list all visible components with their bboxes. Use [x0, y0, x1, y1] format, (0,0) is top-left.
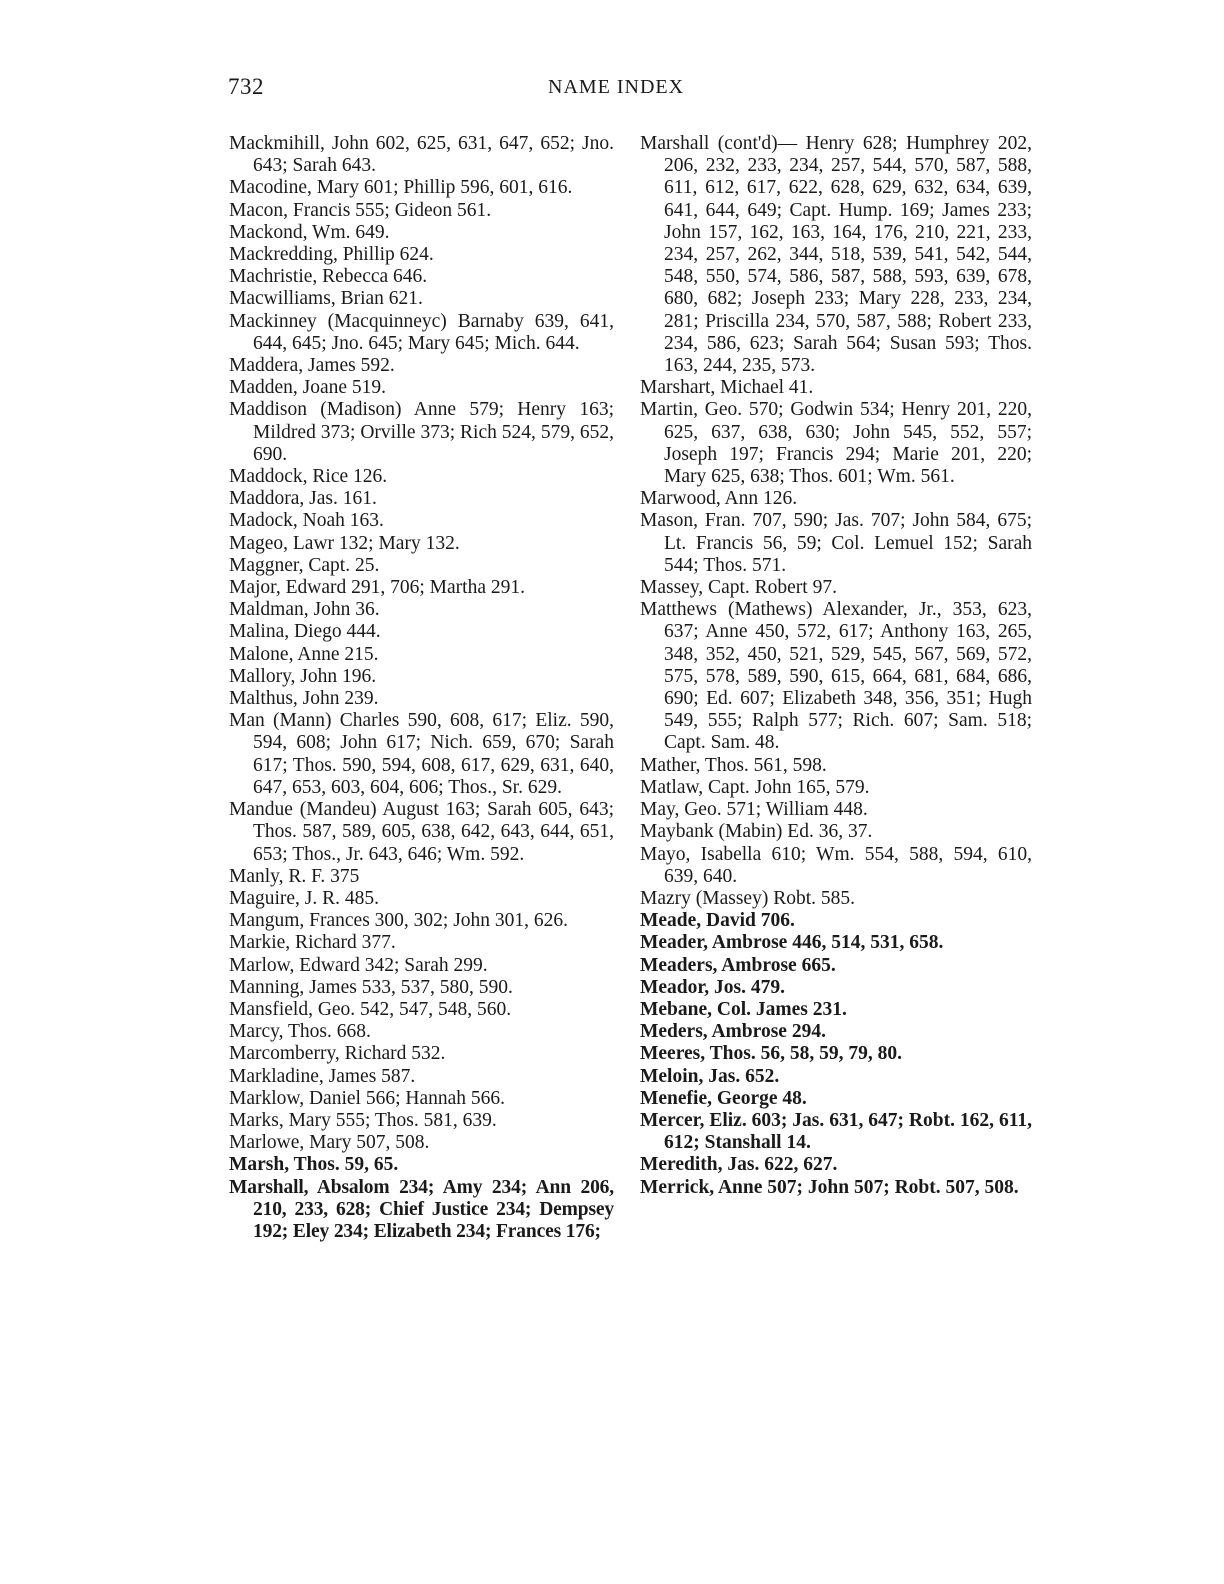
index-entry: Maddison (Madison) Anne 579; Henry 163; Mildred 373; Orville 373; Rich 524, 579, 652, 690. [229, 399, 614, 465]
index-entry: Maybank (Mabin) Ed. 36, 37. [640, 821, 873, 843]
index-entry: Martin, Geo. 570; Godwin 534; Henry 201, 220, 625, 637, 638, 630; John 545, 552, 557; Joseph 197; Francis 294; Marie 201, 220; Mary 625, 638; Thos. 601; Wm. 561. [640, 399, 1032, 488]
index-entry: Menefie, George 48. [640, 1087, 807, 1109]
index-entry: Merrick, Anne 507; John 507; Robt. 507, 508. [640, 1176, 1019, 1198]
index-entry: Maguire, J. R. 485. [229, 887, 380, 909]
index-entry: Mansfield, Geo. 542, 547, 548, 560. [229, 998, 512, 1020]
index-entry: Marlowe, Mary 507, 508. [229, 1132, 430, 1154]
index-entry: Markladine, James 587. [229, 1065, 416, 1087]
running-head: NAME INDEX [548, 76, 685, 98]
index-entry: Marshall, Absalom 234; Amy 234; Ann 206, 210, 233, 628; Chief Justice 234; Dempsey 192; Eley 234; Elizabeth 234; Frances 176; [229, 1176, 614, 1242]
index-entry: Mackmihill, John 602, 625, 631, 647, 652; Jno. 643; Sarah 643. [229, 133, 614, 177]
index-entry: Man (Mann) Charles 590, 608, 617; Eliz. 590, 594, 608; John 617; Nich. 659, 670; Sarah 617; Thos. 590, 594, 608, 617, 629, 631, 640, 647, 653, 603, 604, 606; Thos., Sr. 629. [229, 710, 614, 798]
index-entry: Mackinney (Macquinneyc) Barnaby 639, 641, 644, 645; Jno. 645; Mary 645; Mich. 644. [229, 310, 614, 354]
index-entry: Madden, Joane 519. [229, 377, 387, 399]
index-entry: Macwilliams, Brian 621. [229, 288, 423, 310]
index-entry: Marshall (cont'd)— Henry 628; Humphrey 202, 206, 232, 233, 234, 257, 544, 570, 587, 588, 611, 612, 617, 622, 628, 629, 632, 634, 639, 641, 644, 649; Capt. Hump. 169; James 233; John 157, 162, 163, 164, 176, 210, 221, 233, 234, 257, 262, 344, 518, 539, 541, 542, 544, 548, 550, 574, 586, 587, 588, 593, 639, 678, 680, 682; Joseph 233; Mary 228, 233, 234, 281; Priscilla 234, 570, 587, 588; Robert 233, 234, 586, 623; Sarah 564; Susan 593; Thos. 163, 244, 235, 573. [640, 133, 1032, 377]
index-entry: Markie, Richard 377. [229, 932, 396, 954]
index-entry: Mallory, John 196. [229, 665, 377, 687]
index-column-right [640, 133, 1032, 1199]
index-entry: Maggner, Capt. 25. [229, 554, 380, 576]
index-entry: Meaders, Ambrose 665. [640, 954, 836, 976]
index-entry: Malone, Anne 215. [229, 643, 379, 665]
index-entry: Meade, David 706. [640, 910, 795, 932]
index-entry: Manly, R. F. 375 [229, 865, 360, 887]
index-entry: Meader, Ambrose 446, 514, 531, 658. [640, 932, 944, 954]
index-entry: Mazry (Massey) Robt. 585. [640, 887, 856, 909]
page-number: 732 [228, 74, 264, 99]
index-entry: Marwood, Ann 126. [640, 488, 798, 510]
index-entry: Mayo, Isabella 610; Wm. 554, 588, 594, 610, 639, 640. [640, 843, 1032, 887]
index-entry: Matthews (Mathews) Alexander, Jr., 353, 623, 637; Anne 450, 572, 617; Anthony 163, 265, 348, 352, 450, 521, 529, 545, 567, 569, 572, 575, 578, 589, 590, 615, 664, 681, 684, 686, 690; Ed. 607; Elizabeth 348, 356, 351; Hugh 549, 555; Ralph 577; Rich. 607; Sam. 518; Capt. Sam. 48. [640, 599, 1032, 754]
index-entry: Meeres, Thos. 56, 58, 59, 79, 80. [640, 1043, 902, 1065]
index-entry: Marcomberry, Richard 532. [229, 1043, 446, 1065]
index-entry: Mackond, Wm. 649. [229, 221, 390, 243]
index-entry: Mageo, Lawr 132; Mary 132. [229, 532, 460, 554]
index-entry: Malina, Diego 444. [229, 621, 381, 643]
index-entry: Mangum, Frances 300, 302; John 301, 626. [229, 910, 569, 932]
index-entry: Meredith, Jas. 622, 627. [640, 1154, 838, 1176]
index-entry: Marklow, Daniel 566; Hannah 566. [229, 1087, 506, 1109]
index-entry: Manning, James 533, 537, 580, 590. [229, 976, 513, 998]
index-entry: Macon, Francis 555; Gideon 561. [229, 199, 492, 221]
index-entry: Machristie, Rebecca 646. [229, 266, 428, 288]
index-entry: Marshart, Michael 41. [640, 377, 814, 399]
index-entry: Mebane, Col. James 231. [640, 998, 847, 1020]
index-entry: Maddock, Rice 126. [229, 466, 388, 488]
index-entry: Meloin, Jas. 652. [640, 1065, 780, 1087]
index-entry: Marlow, Edward 342; Sarah 299. [229, 954, 488, 976]
index-entry: Marsh, Thos. 59, 65. [229, 1154, 399, 1176]
index-entry: Mercer, Eliz. 603; Jas. 631, 647; Robt. 162, 611, 612; Stanshall 14. [640, 1109, 1032, 1154]
index-entry: Mackredding, Phillip 624. [229, 244, 434, 266]
index-entry: Mandue (Mandeu) August 163; Sarah 605, 643; Thos. 587, 589, 605, 638, 642, 643, 644, 651, 653; Thos., Jr. 643, 646; Wm. 592. [229, 799, 614, 865]
index-entry: Mather, Thos. 561, 598. [640, 754, 827, 776]
index-entry: Meador, Jos. 479. [640, 976, 785, 998]
index-entry: Marcy, Thos. 668. [229, 1021, 371, 1043]
index-entry: Malthus, John 239. [229, 688, 379, 710]
index-entry: Maldman, John 36. [229, 599, 380, 621]
index-entry: Madock, Noah 163. [229, 510, 384, 532]
index-entry: Maddora, Jas. 161. [229, 488, 377, 510]
index-entry: Macodine, Mary 601; Phillip 596, 601, 616. [229, 177, 573, 199]
index-entry: Maddera, James 592. [229, 355, 395, 377]
index-entry: Major, Edward 291, 706; Martha 291. [229, 577, 525, 599]
index-entry: Mason, Fran. 707, 590; Jas. 707; John 584, 675; Lt. Francis 56, 59; Col. Lemuel 152; Sarah 544; Thos. 571. [640, 510, 1032, 576]
index-entry: May, Geo. 571; William 448. [640, 799, 868, 821]
index-entry: Meders, Ambrose 294. [640, 1021, 826, 1043]
index-column-left [229, 133, 614, 1243]
index-entry: Marks, Mary 555; Thos. 581, 639. [229, 1109, 497, 1131]
index-entry: Matlaw, Capt. John 165, 579. [640, 776, 870, 798]
index-entry: Massey, Capt. Robert 97. [640, 577, 837, 599]
